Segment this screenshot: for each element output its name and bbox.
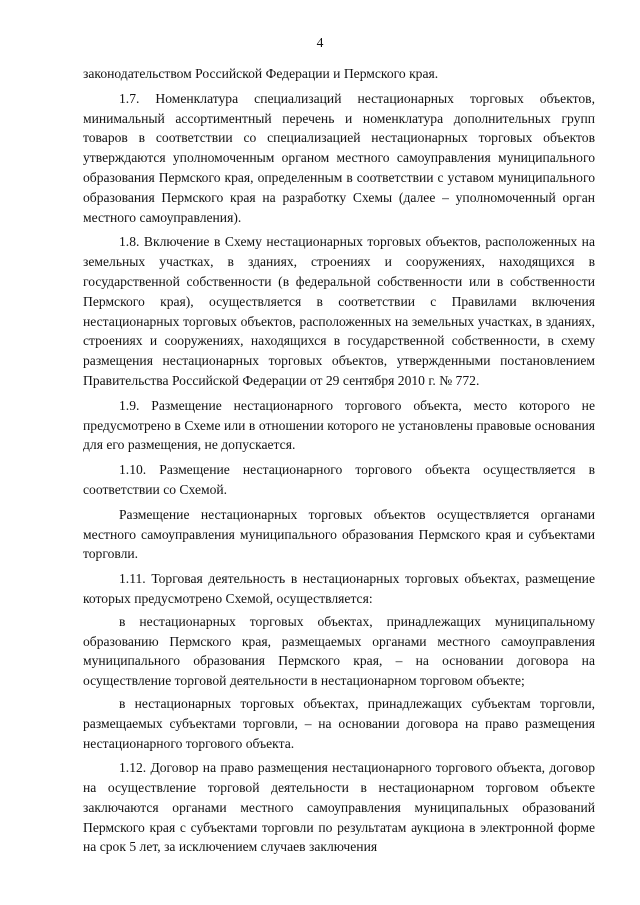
paragraph-1-10: 1.10. Размещение нестационарного торгового объекта осуществляется в соответствии со Схемой. (83, 462, 595, 497)
paragraph-continuation: законодательством Российской Федерации и Пермского края. (83, 66, 439, 81)
paragraph-1-11: 1.11. Торговая деятельность в нестационарных торговых объектах, размещение которых предусмотрено Схемой, осуществляется: (83, 571, 595, 606)
paragraph-1-8: 1.8. Включение в Схему нестационарных торговых объектов, расположенных на земельных участках, в зданиях, строениях и сооружениях, находящихся в государственной собственности (в федеральной собственности или в собственности Пермского края), осуществляется в соответствии с Правилами включения нестационарных торговых объектов, расположенных на земельных участках, в зданиях, строениях и сооружениях, находящихся в государственной собственности, в схему размещения нестационарных торговых объектов, утвержденными постановлением Правительства Российской Федерации от 29 сентября 2010 г. № 772. (83, 234, 595, 388)
document-body (83, 64, 595, 857)
page-number: 4 (316, 35, 324, 50)
paragraph-1-11-trade-subjects: в нестационарных торговых объектах, принадлежащих субъектам торговли, размещаемых субъектами торговли, – на основании договора на право размещения нестационарного торгового объекта. (83, 695, 595, 751)
paragraph-1-12: 1.12. Договор на право размещения нестационарного торгового объекта, договор на осуществление торговой деятельности в нестационарном торговом объекте заключаются органами местного самоуправления муниципальных образований Пермского края с субъектами торговли по результатам аукциона в электронной форме на срок 5 лет, за исключением случаев заключения (83, 760, 595, 855)
paragraph-1-9: 1.9. Размещение нестационарного торгового объекта, место которого не предусмотрено в Схеме или в отношении которого не установлены правовые основания для его размещения, не допускается. (83, 397, 595, 453)
paragraph-1-10-placement: Размещение нестационарных торговых объектов осуществляется органами местного самоуправления муниципального образования Пермского края и субъектами торговли. (83, 506, 595, 562)
paragraph-1-7: 1.7. Номенклатура специализаций нестационарных торговых объектов, минимальный ассортиментный перечень и номенклатура дополнительных групп товаров в соответствии со специализацией нестационарных торговых объектов утверждаются уполномоченным органом местного самоуправления муниципального образования Пермского края, определенным в соответствии с уставом муниципального образования Пермского края на разработку Схемы (далее – уполномоченный орган местного самоуправления). (83, 90, 595, 225)
paragraph-1-11-municipal: в нестационарных торговых объектах, принадлежащих муниципальному образованию Пермского края, размещаемых органами местного самоуправления муниципального образования Пермского края, – на основании договора на осуществление торговой деятельности в нестационарном торговом объекте; (83, 613, 595, 689)
